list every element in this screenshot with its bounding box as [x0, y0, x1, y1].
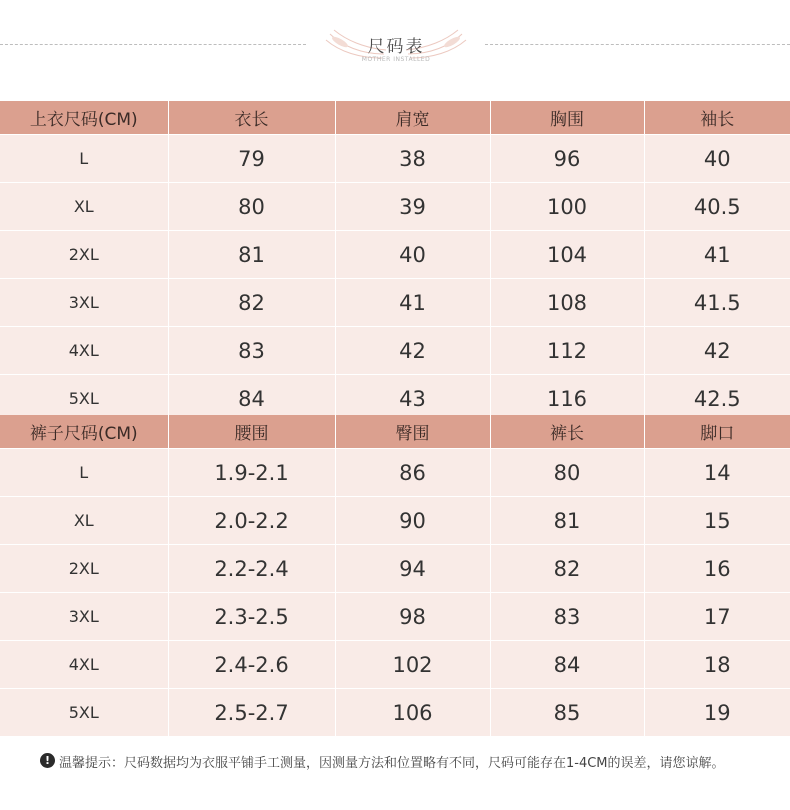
table-row	[0, 497, 790, 545]
value-cell: 40	[335, 231, 490, 279]
value-cell: 90	[335, 497, 490, 545]
value-cell: 40	[644, 135, 790, 183]
value-cell: 42	[335, 327, 490, 375]
value-cell: 39	[335, 183, 490, 231]
value-cell: 2.4-2.6	[168, 641, 335, 689]
value-cell: 96	[490, 135, 644, 183]
page-title: 尺码表	[367, 37, 425, 57]
value-cell: 2.5-2.7	[168, 689, 335, 737]
size-cell: 4XL	[0, 327, 168, 375]
table-row	[0, 593, 790, 641]
size-cell: 2XL	[0, 545, 168, 593]
value-cell: 15	[644, 497, 790, 545]
value-cell: 41	[335, 279, 490, 327]
value-cell: 38	[335, 135, 490, 183]
value-cell: 112	[490, 327, 644, 375]
value-cell: 81	[490, 497, 644, 545]
header-cell: 肩宽	[335, 101, 490, 135]
size-cell: L	[0, 135, 168, 183]
value-cell: 80	[168, 183, 335, 231]
page-header	[0, 0, 790, 100]
table-row	[0, 135, 790, 183]
value-cell: 102	[335, 641, 490, 689]
value-cell: 82	[490, 545, 644, 593]
value-cell: 100	[490, 183, 644, 231]
value-cell: 19	[644, 689, 790, 737]
header-cell: 衣长	[168, 101, 335, 135]
size-cell: 5XL	[0, 375, 168, 423]
header-cell: 腰围	[168, 415, 335, 449]
value-cell: 2.2-2.4	[168, 545, 335, 593]
table-row	[0, 641, 790, 689]
value-cell: 83	[490, 593, 644, 641]
size-cell: 5XL	[0, 689, 168, 737]
header-cell: 胸围	[490, 101, 644, 135]
value-cell: 14	[644, 449, 790, 497]
divider-left	[0, 44, 306, 45]
exclamation-icon: !	[40, 753, 55, 768]
table-row	[0, 327, 790, 375]
value-cell: 79	[168, 135, 335, 183]
value-cell: 108	[490, 279, 644, 327]
value-cell: 81	[168, 231, 335, 279]
value-cell: 116	[490, 375, 644, 423]
value-cell: 98	[335, 593, 490, 641]
size-cell: L	[0, 449, 168, 497]
note-text: 温馨提示：尺码数据均为衣服平铺手工测量，因测量方法和位置略有不同，尺码可能存在1-4CM的误差，请您谅解。	[59, 756, 725, 771]
bottom-size-table	[0, 415, 790, 736]
value-cell: 80	[490, 449, 644, 497]
table-row	[0, 449, 790, 497]
value-cell: 41	[644, 231, 790, 279]
size-cell: 2XL	[0, 231, 168, 279]
header-cell: 上衣尺码(CM)	[0, 101, 168, 135]
value-cell: 42	[644, 327, 790, 375]
value-cell: 40.5	[644, 183, 790, 231]
header-cell: 臀围	[335, 415, 490, 449]
value-cell: 94	[335, 545, 490, 593]
value-cell: 17	[644, 593, 790, 641]
top-size-table	[0, 101, 790, 422]
value-cell: 1.9-2.1	[168, 449, 335, 497]
value-cell: 41.5	[644, 279, 790, 327]
header-cell: 袖长	[644, 101, 790, 135]
table-header-row	[0, 415, 790, 449]
table-header-row	[0, 101, 790, 135]
header-cell: 裤长	[490, 415, 644, 449]
value-cell: 85	[490, 689, 644, 737]
value-cell: 104	[490, 231, 644, 279]
value-cell: 2.3-2.5	[168, 593, 335, 641]
value-cell: 2.0-2.2	[168, 497, 335, 545]
size-cell: XL	[0, 497, 168, 545]
value-cell: 84	[490, 641, 644, 689]
value-cell: 42.5	[644, 375, 790, 423]
size-cell: 3XL	[0, 593, 168, 641]
table-row	[0, 689, 790, 737]
size-note	[40, 751, 780, 773]
header-cell: 裤子尺码(CM)	[0, 415, 168, 449]
table-row	[0, 231, 790, 279]
size-cell: XL	[0, 183, 168, 231]
value-cell: 18	[644, 641, 790, 689]
value-cell: 16	[644, 545, 790, 593]
value-cell: 106	[335, 689, 490, 737]
size-cell: 3XL	[0, 279, 168, 327]
value-cell: 84	[168, 375, 335, 423]
value-cell: 86	[335, 449, 490, 497]
header-cell: 脚口	[644, 415, 790, 449]
value-cell: 82	[168, 279, 335, 327]
value-cell: 43	[335, 375, 490, 423]
value-cell: 83	[168, 327, 335, 375]
table-row	[0, 183, 790, 231]
table-row	[0, 279, 790, 327]
table-row	[0, 545, 790, 593]
page-subtitle: MOTHER INSTALLED	[361, 56, 431, 63]
size-cell: 4XL	[0, 641, 168, 689]
divider-right	[485, 44, 790, 45]
